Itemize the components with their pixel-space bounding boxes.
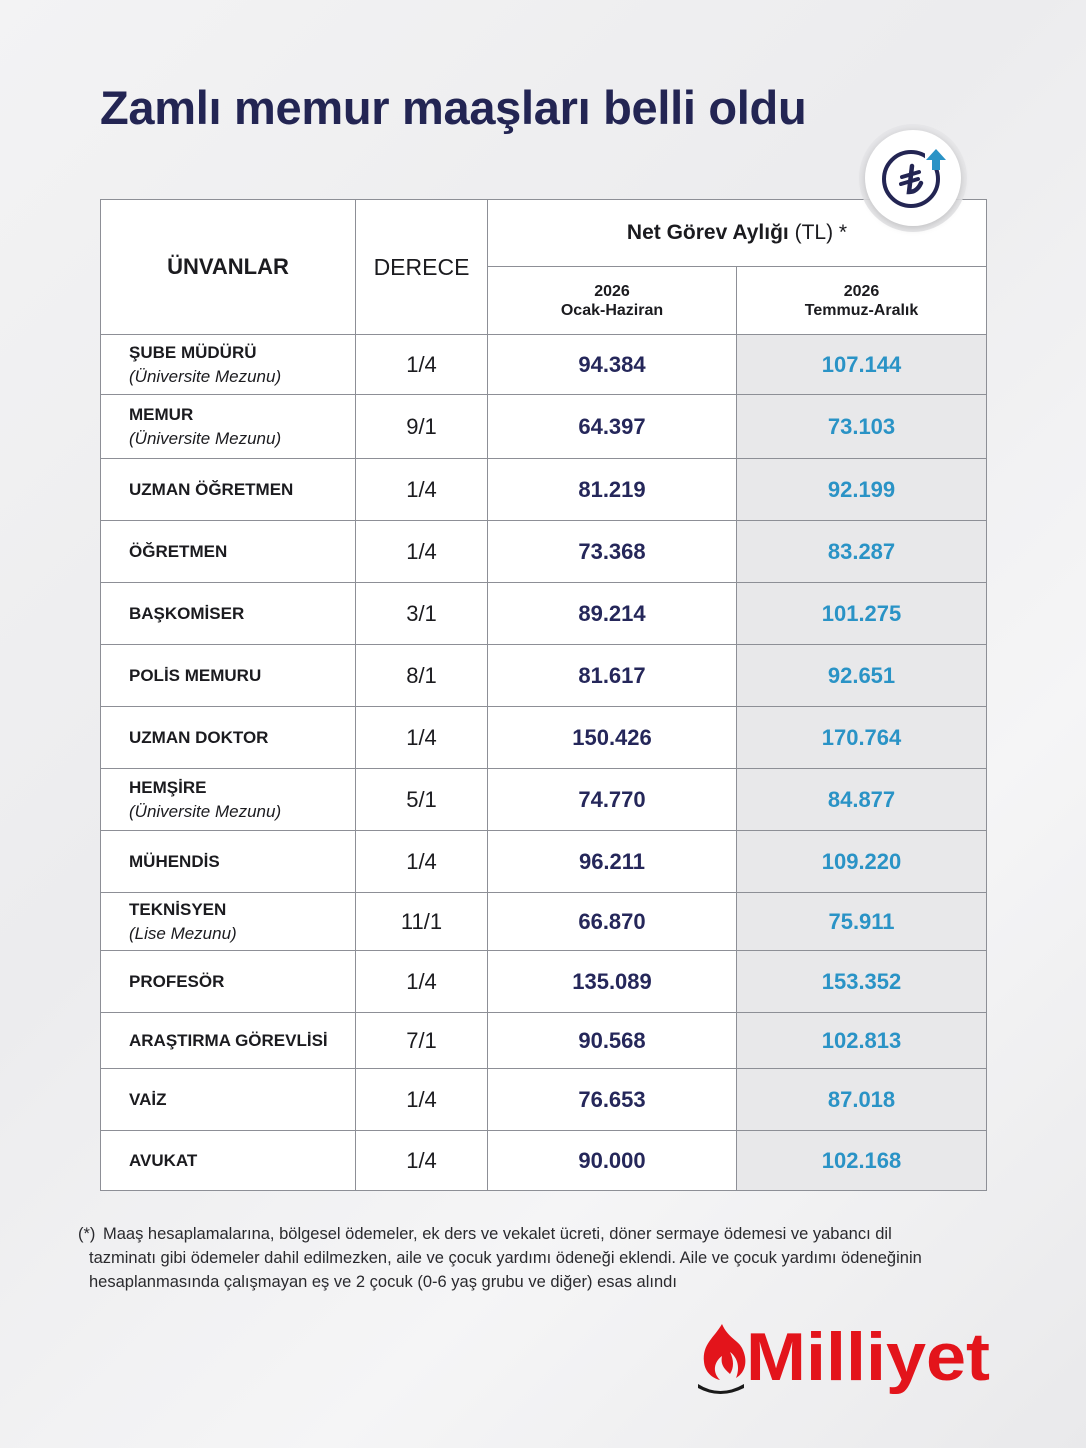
- cell-temmuz-aralik: 87.018: [737, 1069, 987, 1131]
- cell-derece: 1/4: [356, 1131, 488, 1191]
- row-title: HEMŞİRE: [129, 777, 207, 797]
- row-title: VAİZ: [129, 1089, 167, 1109]
- page-title: Zamlı memur maaşları belli oldu: [100, 81, 807, 134]
- cell-unvan: [101, 459, 356, 521]
- salary-table: [100, 199, 987, 1191]
- table-row: [101, 583, 987, 645]
- row-title: AVUKAT: [129, 1150, 198, 1170]
- cell-unvan: [101, 1069, 356, 1131]
- table-row: [101, 951, 987, 1013]
- table-row: [101, 707, 987, 769]
- cell-derece: 1/4: [356, 1069, 488, 1131]
- row-title: MÜHENDİS: [129, 851, 220, 871]
- footnote: (*) Maaş hesaplamalarına, bölgesel ödemeler, ek ders ve vekalet ücreti, döner sermaye ödemesi ve yabancı dil tazminatı gibi ödemeler dahil edilmezken, aile ve çocuk yardımı ödeneği eklendi. Aile ve çocuk yardımı ödeneğinin hesaplanmasında çalışmayan eş ve 2 çocuk (0-6 yaş grubu ve diğer) esas alındı: [78, 1222, 1013, 1294]
- cell-derece: 1/4: [356, 521, 488, 583]
- cell-unvan: [101, 1013, 356, 1069]
- header-ocak-haziran: 2026 Ocak-Haziran: [488, 267, 737, 335]
- row-title: BAŞKOMİSER: [129, 603, 245, 623]
- row-title: ÖĞRETMEN: [129, 541, 228, 561]
- cell-derece: 8/1: [356, 645, 488, 707]
- row-subtitle: (Üniversite Mezunu): [129, 366, 282, 386]
- header-temmuz-aralik: 2026 Temmuz-Aralık: [737, 267, 987, 335]
- cell-ocak-haziran: 90.568: [488, 1013, 737, 1069]
- flame-logo-icon: [694, 1318, 994, 1398]
- cell-ocak-haziran: 89.214: [488, 583, 737, 645]
- cell-temmuz-aralik: 102.813: [737, 1013, 987, 1069]
- cell-unvan: [101, 1131, 356, 1191]
- cell-unvan: [101, 335, 356, 395]
- cell-derece: 9/1: [356, 395, 488, 459]
- cell-unvan: [101, 951, 356, 1013]
- table-row: [101, 395, 987, 459]
- footnote-line-2: tazminatı gibi ödemeler dahil edilmezken, aile ve çocuk yardımı ödeneği eklendi. Aile ve çocuk yardımı ödeneğinin: [89, 1249, 922, 1267]
- cell-derece: 3/1: [356, 583, 488, 645]
- cell-ocak-haziran: 74.770: [488, 769, 737, 831]
- cell-temmuz-aralik: 75.911: [737, 893, 987, 951]
- cell-ocak-haziran: 135.089: [488, 951, 737, 1013]
- cell-temmuz-aralik: 73.103: [737, 395, 987, 459]
- row-title: ŞUBE MÜDÜRÜ: [129, 342, 257, 362]
- cell-ocak-haziran: 94.384: [488, 335, 737, 395]
- cell-ocak-haziran: 150.426: [488, 707, 737, 769]
- table-row: [101, 1131, 987, 1191]
- cell-derece: 1/4: [356, 707, 488, 769]
- milliyet-logo: [694, 1318, 994, 1398]
- footnote-line-3: hesaplanmasında çalışmayan eş ve 2 çocuk (0-6 yaş grubu ve diğer) esas alındı: [89, 1273, 677, 1291]
- table-row: [101, 1013, 987, 1069]
- cell-unvan: [101, 521, 356, 583]
- cell-unvan: [101, 831, 356, 893]
- cell-ocak-haziran: 81.219: [488, 459, 737, 521]
- cell-ocak-haziran: 73.368: [488, 521, 737, 583]
- table-row: [101, 769, 987, 831]
- row-title: POLİS MEMURU: [129, 665, 262, 685]
- cell-derece: 7/1: [356, 1013, 488, 1069]
- row-title: TEKNİSYEN: [129, 899, 227, 919]
- cell-temmuz-aralik: 170.764: [737, 707, 987, 769]
- table-row: [101, 645, 987, 707]
- cell-ocak-haziran: 90.000: [488, 1131, 737, 1191]
- table-row: [101, 459, 987, 521]
- row-title: ARAŞTIRMA GÖREVLİSİ: [129, 1030, 328, 1050]
- table-row: [101, 1069, 987, 1131]
- row-title: UZMAN ÖĞRETMEN: [129, 479, 294, 499]
- cell-ocak-haziran: 64.397: [488, 395, 737, 459]
- cell-ocak-haziran: 81.617: [488, 645, 737, 707]
- table-row: [101, 335, 987, 395]
- cell-derece: 1/4: [356, 335, 488, 395]
- header-net-gorev-ayligi: Net Görev Aylığı (TL) *: [488, 200, 987, 267]
- table-row: [101, 831, 987, 893]
- cell-unvan: [101, 645, 356, 707]
- cell-ocak-haziran: 96.211: [488, 831, 737, 893]
- cell-temmuz-aralik: 83.287: [737, 521, 987, 583]
- footnote-line-1: Maaş hesaplamalarına, bölgesel ödemeler, ek ders ve vekalet ücreti, döner sermaye ödemesi ve yabancı dil: [103, 1225, 892, 1243]
- cell-temmuz-aralik: 92.199: [737, 459, 987, 521]
- cell-derece: 1/4: [356, 831, 488, 893]
- cell-unvan: [101, 707, 356, 769]
- cell-temmuz-aralik: 153.352: [737, 951, 987, 1013]
- cell-temmuz-aralik: 109.220: [737, 831, 987, 893]
- row-subtitle: (Üniversite Mezunu): [129, 801, 282, 821]
- cell-unvan: [101, 395, 356, 459]
- cell-derece: 11/1: [356, 893, 488, 951]
- cell-ocak-haziran: 66.870: [488, 893, 737, 951]
- cell-temmuz-aralik: 107.144: [737, 335, 987, 395]
- table-row: [101, 521, 987, 583]
- header-unvanlar: ÜNVANLAR: [101, 200, 356, 335]
- cell-unvan: [101, 769, 356, 831]
- lira-up-icon: [865, 130, 961, 226]
- lira-up-badge: [865, 130, 961, 226]
- row-subtitle: (Üniversite Mezunu): [129, 428, 282, 448]
- header-derece: DERECE: [356, 200, 488, 335]
- row-title: MEMUR: [129, 404, 194, 424]
- svg-text:Milliyet: Milliyet: [746, 1319, 990, 1395]
- cell-temmuz-aralik: 84.877: [737, 769, 987, 831]
- row-title: UZMAN DOKTOR: [129, 727, 269, 747]
- cell-derece: 5/1: [356, 769, 488, 831]
- row-subtitle: (Lise Mezunu): [129, 923, 237, 943]
- table-row: [101, 893, 987, 951]
- cell-derece: 1/4: [356, 951, 488, 1013]
- row-title: PROFESÖR: [129, 971, 225, 991]
- cell-unvan: [101, 893, 356, 951]
- cell-unvan: [101, 583, 356, 645]
- cell-ocak-haziran: 76.653: [488, 1069, 737, 1131]
- cell-temmuz-aralik: 92.651: [737, 645, 987, 707]
- cell-temmuz-aralik: 101.275: [737, 583, 987, 645]
- cell-derece: 1/4: [356, 459, 488, 521]
- cell-temmuz-aralik: 102.168: [737, 1131, 987, 1191]
